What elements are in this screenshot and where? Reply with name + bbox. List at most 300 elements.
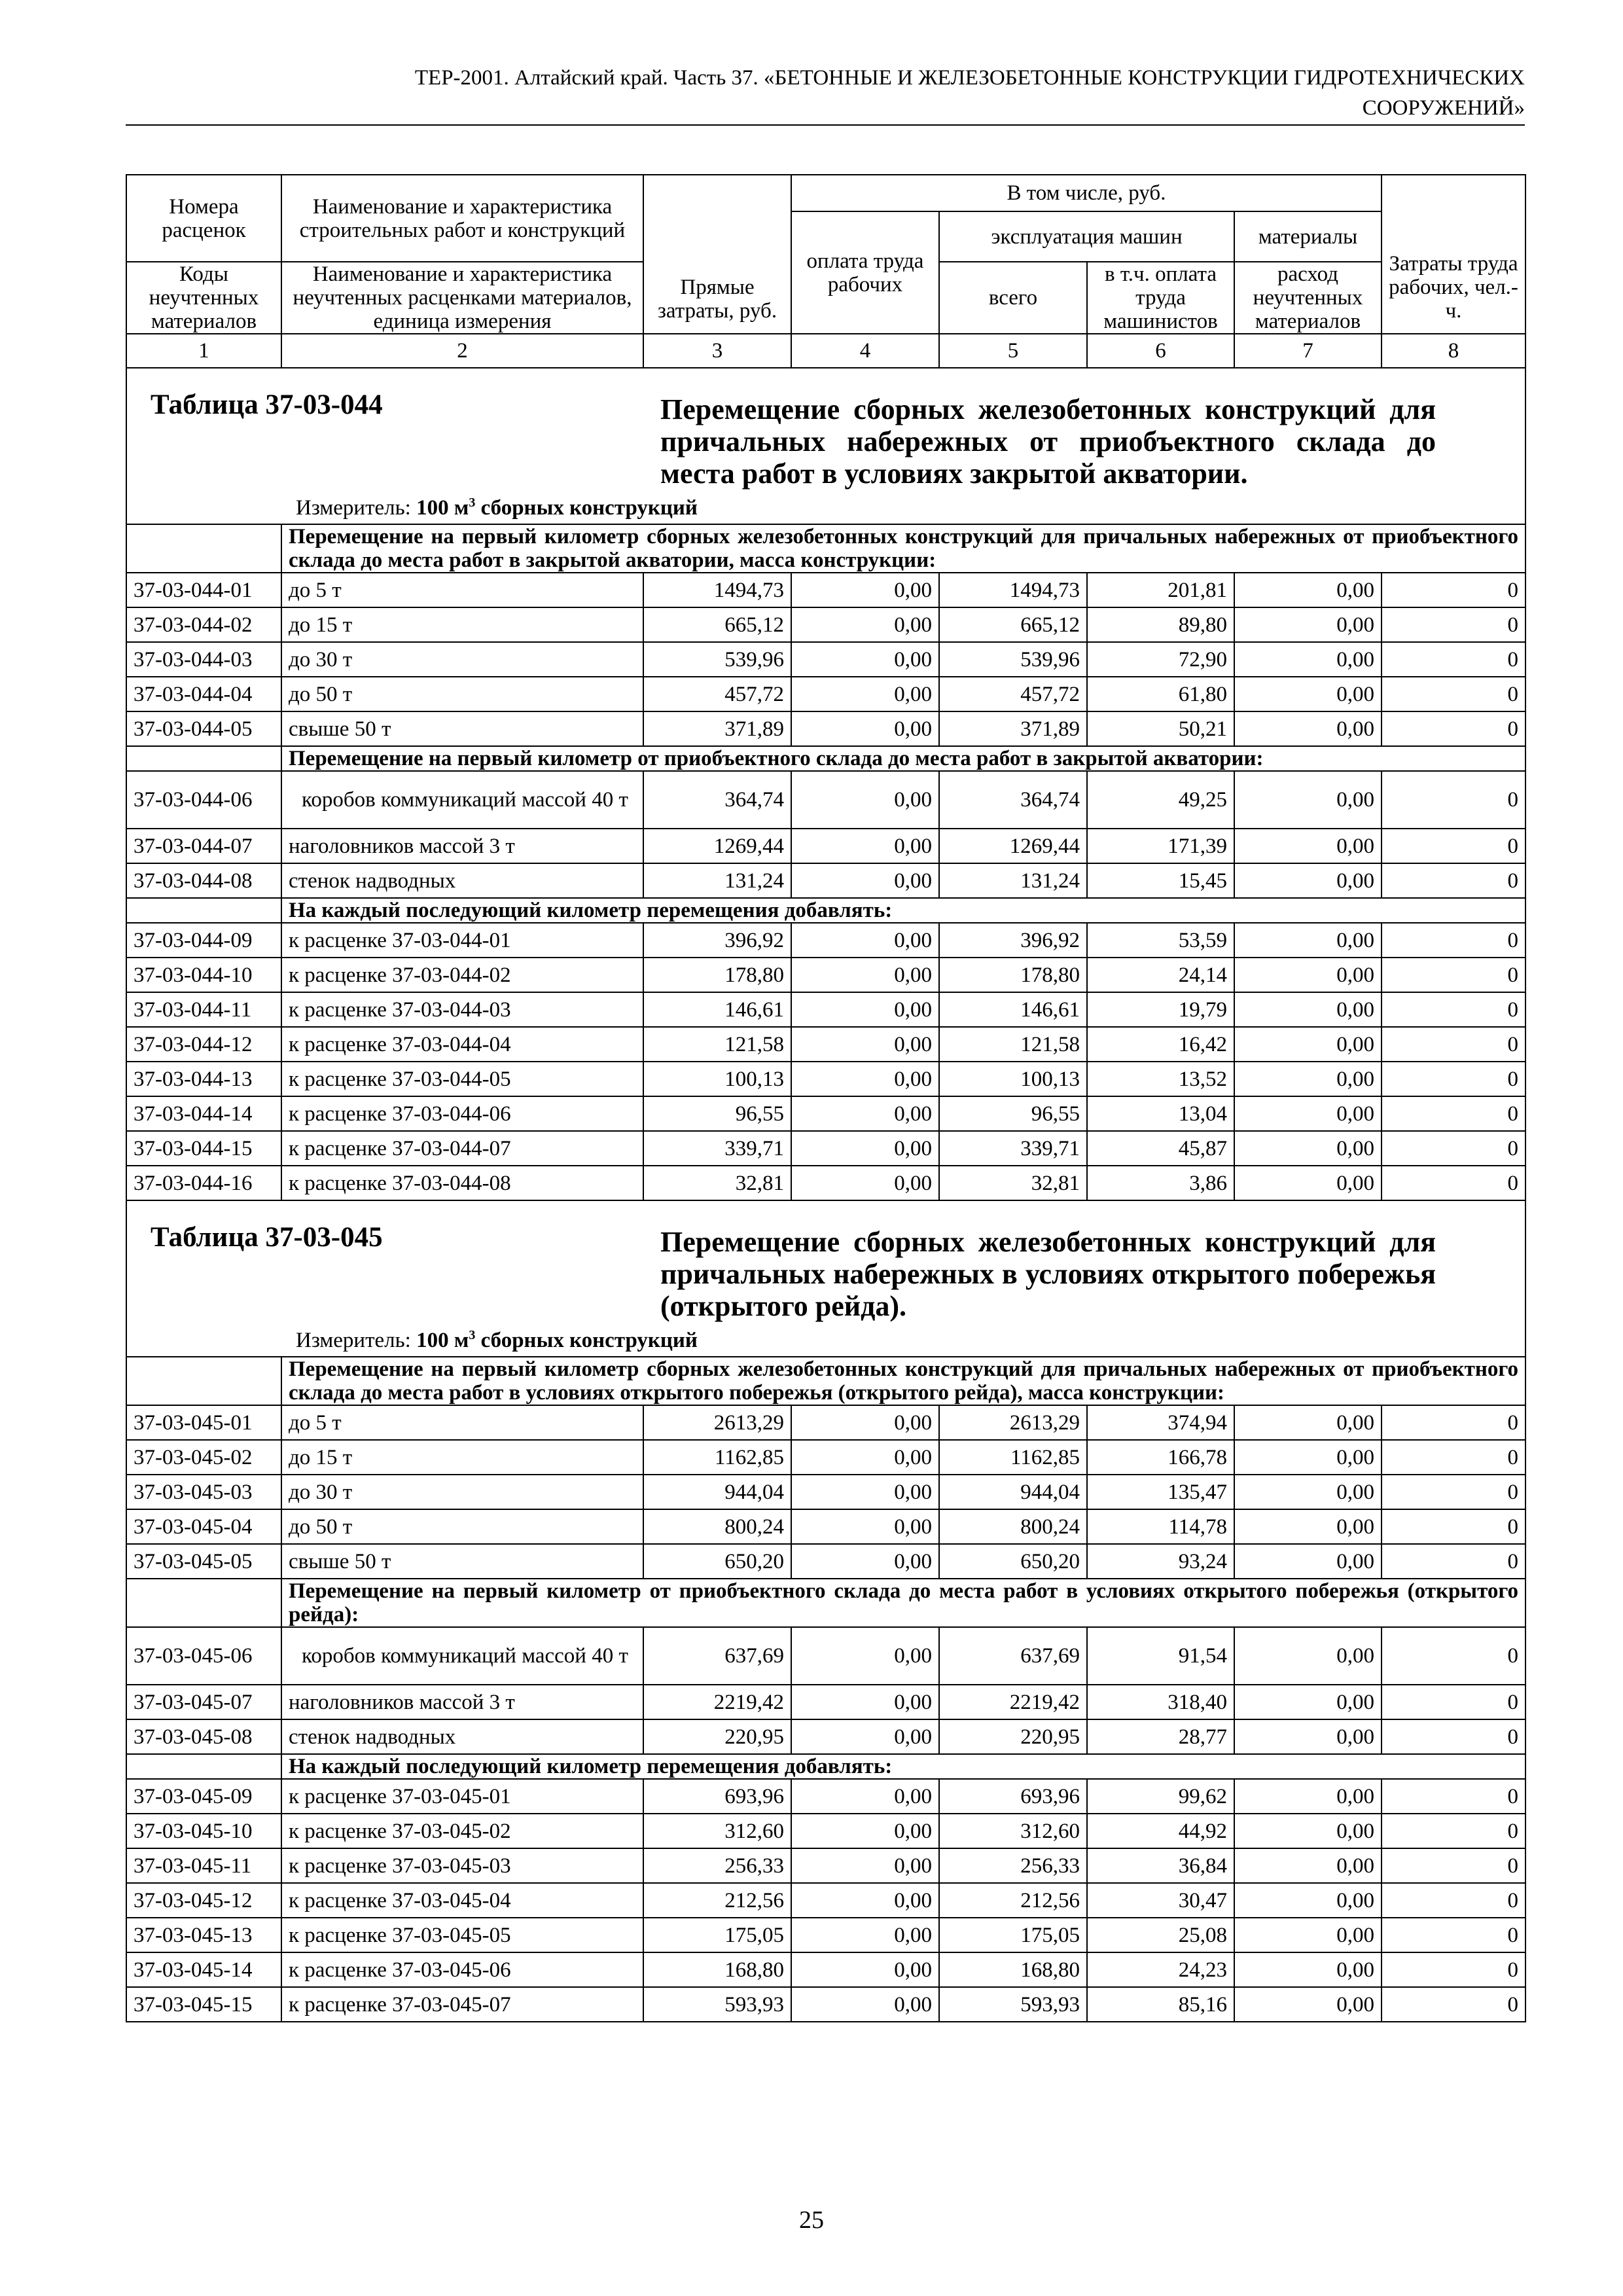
worker-pay-value: 0,00 <box>791 642 939 677</box>
worker-pay-value: 0,00 <box>791 923 939 958</box>
work-name: наголовников массой 3 т <box>281 1685 643 1719</box>
materials-consumption-value: 0,00 <box>1234 1166 1382 1200</box>
unit-value <box>416 496 698 520</box>
labor-costs-value: 0 <box>1382 1685 1525 1719</box>
rate-code: 37-03-045-13 <box>126 1918 281 1952</box>
table-row <box>126 1779 1525 1814</box>
machinist-pay-value: 50,21 <box>1087 711 1234 746</box>
unit-value-b: сборных конструкций <box>475 1329 698 1352</box>
work-name: стенок надводных <box>281 1719 643 1754</box>
machinist-pay-value: 36,84 <box>1087 1848 1234 1883</box>
rate-code: 37-03-044-09 <box>126 923 281 958</box>
labor-costs-value: 0 <box>1382 1062 1525 1096</box>
unit-value-a: 100 м <box>416 496 469 520</box>
unit-superscript: 3 <box>469 495 476 510</box>
column-number: 7 <box>1234 334 1382 368</box>
machinist-pay-value: 24,14 <box>1087 958 1234 992</box>
machinist-pay-value: 49,25 <box>1087 771 1234 829</box>
work-name: к расценке 37-03-044-05 <box>281 1062 643 1096</box>
machinist-pay-value: 89,80 <box>1087 607 1234 642</box>
table-row <box>126 1952 1525 1987</box>
header-unaccounted-consumption: расход неучтенных материалов <box>1234 262 1382 334</box>
table-row <box>126 992 1525 1027</box>
labor-costs-value: 0 <box>1382 1475 1525 1509</box>
worker-pay-value: 0,00 <box>791 1987 939 2022</box>
rate-code: 37-03-045-01 <box>126 1405 281 1440</box>
direct-costs-value: 32,81 <box>643 1166 791 1200</box>
machine-total-value: 2219,42 <box>939 1685 1087 1719</box>
header-total: всего <box>939 262 1087 334</box>
rate-code: 37-03-044-03 <box>126 642 281 677</box>
direct-costs-value: 131,24 <box>643 863 791 898</box>
section-heading-blank <box>126 1357 281 1405</box>
machine-total-value: 1269,44 <box>939 829 1087 863</box>
rates-table-body <box>126 175 1525 2022</box>
machine-total-value: 312,60 <box>939 1814 1087 1848</box>
machine-total-value: 800,24 <box>939 1509 1087 1544</box>
machine-total-value: 131,24 <box>939 863 1087 898</box>
direct-costs-value: 539,96 <box>643 642 791 677</box>
table-row <box>126 1719 1525 1754</box>
worker-pay-value: 0,00 <box>791 1779 939 1814</box>
section-heading-row <box>126 524 1525 573</box>
machinist-pay-value: 28,77 <box>1087 1719 1234 1754</box>
materials-consumption-value: 0,00 <box>1234 1719 1382 1754</box>
table-row <box>126 1405 1525 1440</box>
direct-costs-value: 371,89 <box>643 711 791 746</box>
machinist-pay-value: 24,23 <box>1087 1952 1234 1987</box>
machinist-pay-value: 15,45 <box>1087 863 1234 898</box>
labor-costs-value: 0 <box>1382 829 1525 863</box>
work-name: к расценке 37-03-045-02 <box>281 1814 643 1848</box>
machinist-pay-value: 44,92 <box>1087 1814 1234 1848</box>
rate-code: 37-03-044-13 <box>126 1062 281 1096</box>
header-including-rub: В том числе, руб. <box>791 175 1382 211</box>
rate-code: 37-03-044-05 <box>126 711 281 746</box>
labor-costs-value: 0 <box>1382 1848 1525 1883</box>
header-direct-costs: Прямые затраты, руб. <box>643 175 791 334</box>
table-row <box>126 1096 1525 1131</box>
materials-consumption-value: 0,00 <box>1234 573 1382 607</box>
materials-consumption-value: 0,00 <box>1234 1440 1382 1475</box>
machine-total-value: 457,72 <box>939 677 1087 711</box>
machinist-pay-value: 45,87 <box>1087 1131 1234 1166</box>
work-name: к расценке 37-03-045-04 <box>281 1883 643 1918</box>
materials-consumption-value: 0,00 <box>1234 642 1382 677</box>
labor-costs-value: 0 <box>1382 1096 1525 1131</box>
section-heading: Перемещение на первый километр сборных железобетонных конструкций для причальных набережных от приобъектного склада до места работ в условиях открытого побережья (открытого рейда), масса конструкции: <box>281 1357 1525 1405</box>
header-rule <box>126 124 1525 126</box>
direct-costs-value: 364,74 <box>643 771 791 829</box>
machine-total-value: 539,96 <box>939 642 1087 677</box>
worker-pay-value: 0,00 <box>791 573 939 607</box>
section-heading: На каждый последующий километр перемещения добавлять: <box>281 1754 1525 1779</box>
materials-consumption-value: 0,00 <box>1234 1848 1382 1883</box>
materials-consumption-value: 0,00 <box>1234 1685 1382 1719</box>
column-number: 2 <box>281 334 643 368</box>
work-name: к расценке 37-03-044-01 <box>281 923 643 958</box>
work-name: к расценке 37-03-044-06 <box>281 1096 643 1131</box>
rate-code: 37-03-045-15 <box>126 1987 281 2022</box>
machinist-pay-value: 374,94 <box>1087 1405 1234 1440</box>
section-heading-row <box>126 746 1525 771</box>
materials-consumption-value: 0,00 <box>1234 863 1382 898</box>
work-name: к расценке 37-03-045-01 <box>281 1779 643 1814</box>
machinist-pay-value: 16,42 <box>1087 1027 1234 1062</box>
machine-total-value: 220,95 <box>939 1719 1087 1754</box>
work-name: наголовников массой 3 т <box>281 829 643 863</box>
table-row <box>126 1848 1525 1883</box>
section-heading-row <box>126 1754 1525 1779</box>
machine-total-value: 32,81 <box>939 1166 1087 1200</box>
machinist-pay-value: 114,78 <box>1087 1509 1234 1544</box>
machine-total-value: 1494,73 <box>939 573 1087 607</box>
work-name: к расценке 37-03-044-07 <box>281 1131 643 1166</box>
direct-costs-value: 457,72 <box>643 677 791 711</box>
rate-code: 37-03-045-02 <box>126 1440 281 1475</box>
materials-consumption-value: 0,00 <box>1234 711 1382 746</box>
materials-consumption-value: 0,00 <box>1234 1918 1382 1952</box>
section-heading-blank <box>126 898 281 923</box>
worker-pay-value: 0,00 <box>791 1544 939 1579</box>
materials-consumption-value: 0,00 <box>1234 829 1382 863</box>
machine-total-value: 339,71 <box>939 1131 1087 1166</box>
unit-prefix: Измеритель: <box>296 1329 411 1352</box>
rate-code: 37-03-045-03 <box>126 1475 281 1509</box>
labor-costs-value: 0 <box>1382 573 1525 607</box>
materials-consumption-value: 0,00 <box>1234 1509 1382 1544</box>
section-heading-blank <box>126 1754 281 1779</box>
worker-pay-value: 0,00 <box>791 829 939 863</box>
machinist-pay-value: 85,16 <box>1087 1987 1234 2022</box>
running-header-line-1: ТЕР-2001. Алтайский край. Часть 37. «БЕТОННЫЕ И ЖЕЛЕЗОБЕТОННЫЕ КОНСТРУКЦИИ ГИДРОТЕХНИЧЕСКИХ <box>414 66 1525 90</box>
work-name: до 15 т <box>281 1440 643 1475</box>
machine-total-value: 693,96 <box>939 1779 1087 1814</box>
machinist-pay-value: 135,47 <box>1087 1475 1234 1509</box>
worker-pay-value: 0,00 <box>791 1848 939 1883</box>
header-row-1 <box>126 175 1525 211</box>
machine-total-value: 1162,85 <box>939 1440 1087 1475</box>
table-row <box>126 1027 1525 1062</box>
header-machine-operation: эксплуатация машин <box>939 211 1234 262</box>
machine-total-value: 100,13 <box>939 1062 1087 1096</box>
materials-consumption-value: 0,00 <box>1234 923 1382 958</box>
direct-costs-value: 96,55 <box>643 1096 791 1131</box>
materials-consumption-value: 0,00 <box>1234 1987 1382 2022</box>
work-name: к расценке 37-03-044-04 <box>281 1027 643 1062</box>
direct-costs-value: 178,80 <box>643 958 791 992</box>
machinist-pay-value: 53,59 <box>1087 923 1234 958</box>
rate-code: 37-03-044-04 <box>126 677 281 711</box>
worker-pay-value: 0,00 <box>791 1509 939 1544</box>
table-row <box>126 607 1525 642</box>
machine-total-value: 665,12 <box>939 607 1087 642</box>
machine-total-value: 637,69 <box>939 1627 1087 1685</box>
rate-code: 37-03-044-02 <box>126 607 281 642</box>
rate-code: 37-03-045-05 <box>126 1544 281 1579</box>
machine-total-value: 364,74 <box>939 771 1087 829</box>
direct-costs-value: 339,71 <box>643 1131 791 1166</box>
materials-consumption-value: 0,00 <box>1234 1627 1382 1685</box>
unit-value-b: сборных конструкций <box>475 496 698 520</box>
header-worker-pay: оплата труда рабочих <box>791 211 939 334</box>
direct-costs-value: 312,60 <box>643 1814 791 1848</box>
labor-costs-value: 0 <box>1382 1509 1525 1544</box>
table-row <box>126 677 1525 711</box>
work-name: к расценке 37-03-044-02 <box>281 958 643 992</box>
table-row <box>126 1627 1525 1685</box>
worker-pay-value: 0,00 <box>791 1096 939 1131</box>
work-name: до 15 т <box>281 607 643 642</box>
table-title-cell <box>126 1200 1525 1357</box>
direct-costs-value: 220,95 <box>643 1719 791 1754</box>
rate-code: 37-03-045-04 <box>126 1509 281 1544</box>
column-number: 6 <box>1087 334 1234 368</box>
machinist-pay-value: 318,40 <box>1087 1685 1234 1719</box>
rate-code: 37-03-044-10 <box>126 958 281 992</box>
materials-consumption-value: 0,00 <box>1234 1096 1382 1131</box>
work-name: до 5 т <box>281 1405 643 1440</box>
table-row <box>126 1544 1525 1579</box>
direct-costs-value: 1494,73 <box>643 573 791 607</box>
work-name: до 50 т <box>281 1509 643 1544</box>
table-row <box>126 771 1525 829</box>
machine-total-value: 96,55 <box>939 1096 1087 1131</box>
work-name: до 50 т <box>281 677 643 711</box>
machinist-pay-value: 93,24 <box>1087 1544 1234 1579</box>
table-row <box>126 1685 1525 1719</box>
direct-costs-value: 2613,29 <box>643 1405 791 1440</box>
direct-costs-value: 121,58 <box>643 1027 791 1062</box>
table-row <box>126 1509 1525 1544</box>
table-row <box>126 1440 1525 1475</box>
column-number: 3 <box>643 334 791 368</box>
machinist-pay-value: 13,52 <box>1087 1062 1234 1096</box>
direct-costs-value: 2219,42 <box>643 1685 791 1719</box>
section-heading-blank <box>126 524 281 573</box>
page-number: 25 <box>799 2206 824 2234</box>
table-row <box>126 573 1525 607</box>
labor-costs-value: 0 <box>1382 1027 1525 1062</box>
worker-pay-value: 0,00 <box>791 1166 939 1200</box>
worker-pay-value: 0,00 <box>791 863 939 898</box>
materials-consumption-value: 0,00 <box>1234 1405 1382 1440</box>
direct-costs-value: 650,20 <box>643 1544 791 1579</box>
labor-costs-value: 0 <box>1382 992 1525 1027</box>
labor-costs-value: 0 <box>1382 923 1525 958</box>
machine-total-value: 650,20 <box>939 1544 1087 1579</box>
labor-costs-value: 0 <box>1382 642 1525 677</box>
worker-pay-value: 0,00 <box>791 1440 939 1475</box>
header-rate-numbers: Номера расценок <box>126 175 281 262</box>
table-row <box>126 863 1525 898</box>
table-number: Таблица 37-03-044 <box>151 389 383 420</box>
rate-code: 37-03-044-08 <box>126 863 281 898</box>
materials-consumption-value: 0,00 <box>1234 1814 1382 1848</box>
machine-total-value: 944,04 <box>939 1475 1087 1509</box>
unit-prefix: Измеритель: <box>296 496 411 520</box>
rate-code: 37-03-045-14 <box>126 1952 281 1987</box>
unit-value-a: 100 м <box>416 1329 469 1352</box>
materials-consumption-value: 0,00 <box>1234 1062 1382 1096</box>
rate-code: 37-03-045-08 <box>126 1719 281 1754</box>
worker-pay-value: 0,00 <box>791 1475 939 1509</box>
direct-costs-value: 175,05 <box>643 1918 791 1952</box>
labor-costs-value: 0 <box>1382 1627 1525 1685</box>
table-row <box>126 1062 1525 1096</box>
machinist-pay-value: 166,78 <box>1087 1440 1234 1475</box>
rate-code: 37-03-044-12 <box>126 1027 281 1062</box>
rate-code: 37-03-044-07 <box>126 829 281 863</box>
section-heading: Перемещение на первый километр сборных железобетонных конструкций для причальных набережных от приобъектного склада до места работ в закрытой акватории, масса конструкции: <box>281 524 1525 573</box>
labor-costs-value: 0 <box>1382 1987 1525 2022</box>
labor-costs-value: 0 <box>1382 1405 1525 1440</box>
labor-costs-value: 0 <box>1382 677 1525 711</box>
direct-costs-value: 944,04 <box>643 1475 791 1509</box>
work-name: к расценке 37-03-045-03 <box>281 1848 643 1883</box>
table-description: Перемещение сборных железобетонных конструкций для причальных набережных от приобъектного склада до места работ в условиях закрытой акватории. <box>660 393 1436 490</box>
direct-costs-value: 146,61 <box>643 992 791 1027</box>
table-row <box>126 923 1525 958</box>
materials-consumption-value: 0,00 <box>1234 1027 1382 1062</box>
table-title-row <box>126 368 1525 524</box>
worker-pay-value: 0,00 <box>791 1405 939 1440</box>
table-row <box>126 1166 1525 1200</box>
table-row <box>126 1131 1525 1166</box>
labor-costs-value: 0 <box>1382 1166 1525 1200</box>
rates-table <box>126 174 1526 2022</box>
rate-code: 37-03-044-16 <box>126 1166 281 1200</box>
worker-pay-value: 0,00 <box>791 1883 939 1918</box>
labor-costs-value: 0 <box>1382 711 1525 746</box>
table-number: Таблица 37-03-045 <box>151 1222 383 1253</box>
running-header <box>275 63 1525 123</box>
materials-consumption-value: 0,00 <box>1234 1779 1382 1814</box>
worker-pay-value: 0,00 <box>791 1952 939 1987</box>
labor-costs-value: 0 <box>1382 771 1525 829</box>
work-name: до 5 т <box>281 573 643 607</box>
table-title-cell <box>126 368 1525 524</box>
work-name: свыше 50 т <box>281 1544 643 1579</box>
machine-total-value: 168,80 <box>939 1952 1087 1987</box>
direct-costs-value: 693,96 <box>643 1779 791 1814</box>
column-number: 8 <box>1382 334 1525 368</box>
machinist-pay-value: 99,62 <box>1087 1779 1234 1814</box>
machine-total-value: 121,58 <box>939 1027 1087 1062</box>
section-heading-blank <box>126 1579 281 1627</box>
column-numbers-row <box>126 334 1525 368</box>
rate-code: 37-03-044-11 <box>126 992 281 1027</box>
section-heading: На каждый последующий километр перемещения добавлять: <box>281 898 1525 923</box>
worker-pay-value: 0,00 <box>791 1062 939 1096</box>
rate-code: 37-03-045-07 <box>126 1685 281 1719</box>
header-materials: материалы <box>1234 211 1382 262</box>
measurement-unit <box>296 1322 1518 1356</box>
table-row <box>126 642 1525 677</box>
machine-total-value: 256,33 <box>939 1848 1087 1883</box>
machinist-pay-value: 91,54 <box>1087 1627 1234 1685</box>
table-title-block <box>134 1201 1518 1356</box>
rate-code: 37-03-044-15 <box>126 1131 281 1166</box>
direct-costs-value: 396,92 <box>643 923 791 958</box>
measurement-unit <box>296 490 1518 524</box>
unit-superscript: 3 <box>469 1328 476 1342</box>
labor-costs-value: 0 <box>1382 1131 1525 1166</box>
work-name: к расценке 37-03-045-06 <box>281 1952 643 1987</box>
section-heading: Перемещение на первый километр от приобъектного склада до места работ в условиях открытого побережья (открытого рейда): <box>281 1579 1525 1627</box>
materials-consumption-value: 0,00 <box>1234 1883 1382 1918</box>
machinist-pay-value: 3,86 <box>1087 1166 1234 1200</box>
worker-pay-value: 0,00 <box>791 607 939 642</box>
header-incl-machinist-pay: в т.ч. оплата труда машинистов <box>1087 262 1234 334</box>
worker-pay-value: 0,00 <box>791 1685 939 1719</box>
column-number: 5 <box>939 334 1087 368</box>
direct-costs-value: 256,33 <box>643 1848 791 1883</box>
worker-pay-value: 0,00 <box>791 711 939 746</box>
table-row <box>126 1883 1525 1918</box>
direct-costs-value: 665,12 <box>643 607 791 642</box>
table-description: Перемещение сборных железобетонных конструкций для причальных набережных в условиях открытого побережья (открытого рейда). <box>660 1226 1436 1322</box>
section-heading-row <box>126 1579 1525 1627</box>
labor-costs-value: 0 <box>1382 958 1525 992</box>
direct-costs-value: 100,13 <box>643 1062 791 1096</box>
materials-consumption-value: 0,00 <box>1234 1475 1382 1509</box>
labor-costs-value: 0 <box>1382 607 1525 642</box>
labor-costs-value: 0 <box>1382 1440 1525 1475</box>
materials-consumption-value: 0,00 <box>1234 771 1382 829</box>
labor-costs-value: 0 <box>1382 1918 1525 1952</box>
materials-consumption-value: 0,00 <box>1234 958 1382 992</box>
table-row <box>126 1475 1525 1509</box>
rate-code: 37-03-045-10 <box>126 1814 281 1848</box>
worker-pay-value: 0,00 <box>791 958 939 992</box>
labor-costs-value: 0 <box>1382 863 1525 898</box>
rate-code: 37-03-044-01 <box>126 573 281 607</box>
materials-consumption-value: 0,00 <box>1234 1544 1382 1579</box>
machinist-pay-value: 30,47 <box>1087 1883 1234 1918</box>
table-title-row <box>126 1200 1525 1357</box>
table-row <box>126 1814 1525 1848</box>
work-name: свыше 50 т <box>281 711 643 746</box>
section-heading-blank <box>126 746 281 771</box>
table-row <box>126 958 1525 992</box>
rate-code: 37-03-045-11 <box>126 1848 281 1883</box>
worker-pay-value: 0,00 <box>791 1627 939 1685</box>
worker-pay-value: 0,00 <box>791 771 939 829</box>
machinist-pay-value: 13,04 <box>1087 1096 1234 1131</box>
direct-costs-value: 1162,85 <box>643 1440 791 1475</box>
table-row <box>126 711 1525 746</box>
labor-costs-value: 0 <box>1382 1883 1525 1918</box>
worker-pay-value: 0,00 <box>791 1719 939 1754</box>
header-name-characteristic: Наименование и характеристика строительных работ и конструкций <box>281 175 643 262</box>
running-header-line-2: СООРУЖЕНИЙ» <box>1362 96 1525 120</box>
machinist-pay-value: 171,39 <box>1087 829 1234 863</box>
labor-costs-value: 0 <box>1382 1952 1525 1987</box>
machine-total-value: 593,93 <box>939 1987 1087 2022</box>
direct-costs-value: 168,80 <box>643 1952 791 1987</box>
table-title-block <box>134 368 1518 524</box>
materials-consumption-value: 0,00 <box>1234 1952 1382 1987</box>
header-name-unaccounted: Наименование и характеристика неучтенных расценками материалов, единица измерения <box>281 262 643 334</box>
direct-costs-value: 212,56 <box>643 1883 791 1918</box>
work-name: к расценке 37-03-045-05 <box>281 1918 643 1952</box>
work-name: до 30 т <box>281 642 643 677</box>
table-row <box>126 1918 1525 1952</box>
work-name: коробов коммуникаций массой 40 т <box>281 771 643 829</box>
labor-costs-value: 0 <box>1382 1779 1525 1814</box>
direct-costs-value: 593,93 <box>643 1987 791 2022</box>
